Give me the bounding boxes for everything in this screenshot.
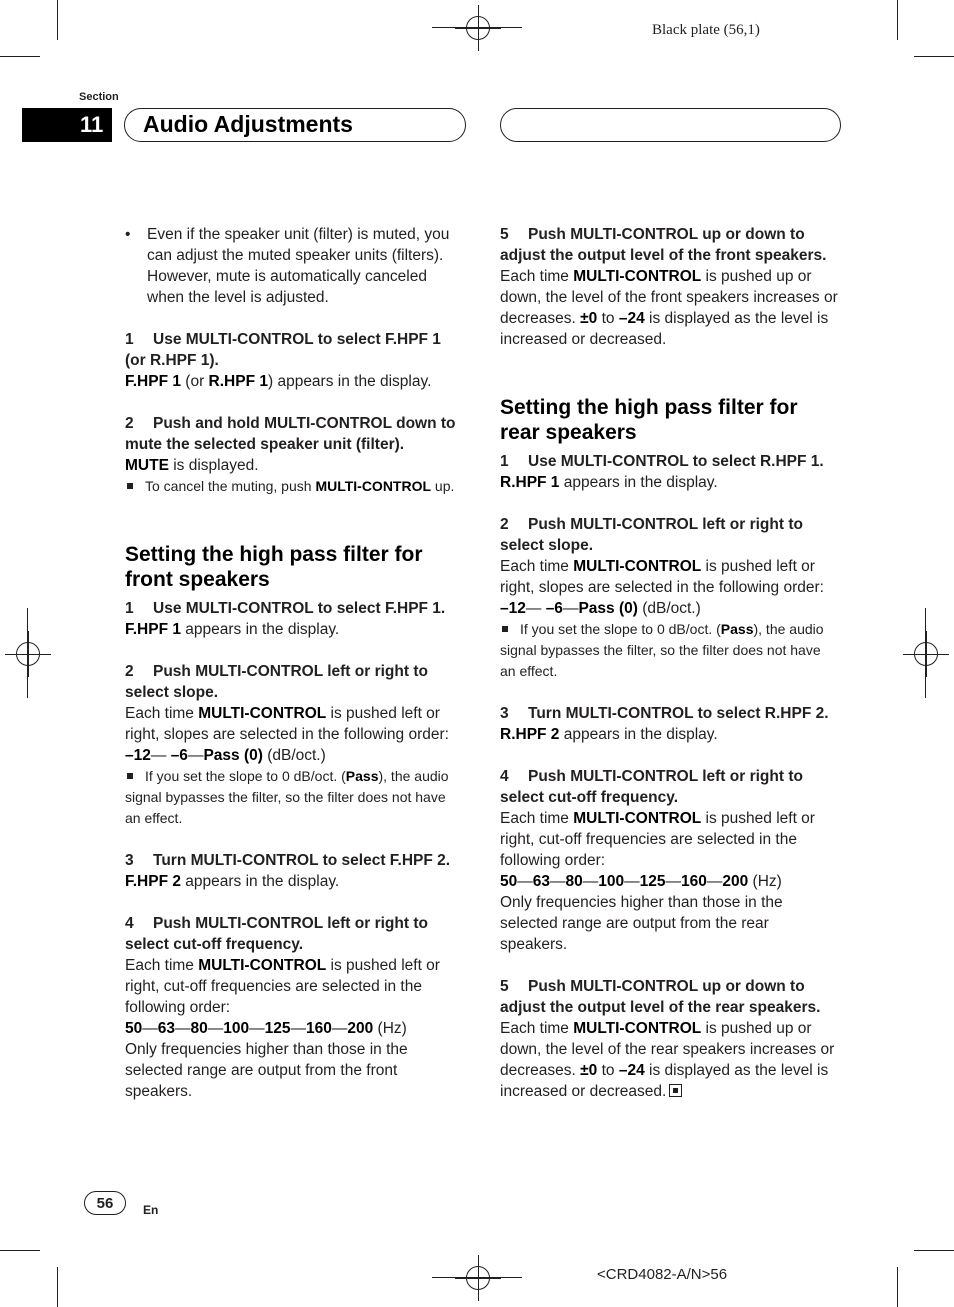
registration-mark-icon bbox=[466, 16, 490, 40]
left-column bbox=[125, 224, 465, 1102]
registration-mark-icon bbox=[16, 642, 40, 666]
section-label: Section bbox=[79, 91, 119, 103]
step-heading: 3 Turn MULTI-CONTROL to select F.HPF 2. bbox=[125, 852, 451, 869]
step-body: Each time MULTI-CONTROL is pushed left or right, cut-off frequencies are selected in the following order: bbox=[125, 957, 440, 1016]
step-body: Each time MULTI-CONTROL is pushed left or right, slopes are selected in the following order: bbox=[125, 705, 449, 743]
note: If you set the slope to 0 dB/oct. (Pass), the audio signal bypasses the filter, so the filter does not have an effect. bbox=[125, 768, 449, 826]
step-heading: 1 Use MULTI-CONTROL to select R.HPF 1. bbox=[500, 453, 824, 470]
step-body: Each time MULTI-CONTROL is pushed up or down, the level of the front speakers increases or decreases. ±0 to –24 is displayed as the level is increased or decreased. bbox=[500, 268, 838, 348]
step-heading: 4 Push MULTI-CONTROL left or right to select cut-off frequency. bbox=[125, 915, 428, 953]
step-body: R.HPF 2 appears in the display. bbox=[500, 726, 718, 743]
crop-mark bbox=[925, 608, 926, 698]
note-square-icon bbox=[127, 773, 133, 779]
step-body: F.HPF 2 appears in the display. bbox=[125, 873, 340, 890]
step-body: Only frequencies higher than those in the selected range are output from the rear speakers. bbox=[500, 894, 783, 953]
step-body: Each time MULTI-CONTROL is pushed left or right, slopes are selected in the following order: bbox=[500, 558, 824, 596]
note-square-icon bbox=[502, 626, 508, 632]
section-heading: Setting the high pass filter for front speakers bbox=[125, 543, 423, 591]
step-body: MUTE is displayed. bbox=[125, 457, 259, 474]
crop-mark bbox=[57, 1267, 58, 1307]
crop-mark bbox=[914, 56, 954, 57]
step-body: F.HPF 1 appears in the display. bbox=[125, 621, 340, 638]
section-number: 11 bbox=[22, 108, 112, 142]
step-heading: 2 Push MULTI-CONTROL left or right to select slope. bbox=[125, 663, 428, 701]
note: If you set the slope to 0 dB/oct. (Pass), the audio signal bypasses the filter, so the filter does not have an effect. bbox=[500, 621, 824, 679]
crop-mark bbox=[0, 56, 40, 57]
step-body: R.HPF 1 appears in the display. bbox=[500, 474, 718, 491]
registration-mark-icon bbox=[466, 1266, 490, 1290]
slope-sequence: –12— –6—Pass (0) (dB/oct.) bbox=[500, 600, 701, 617]
crop-mark bbox=[57, 0, 58, 40]
step-heading: 4 Push MULTI-CONTROL left or right to select cut-off frequency. bbox=[500, 768, 803, 806]
step-heading: 2 Push MULTI-CONTROL left or right to select slope. bbox=[500, 516, 803, 554]
step-body: F.HPF 1 (or R.HPF 1) appears in the display. bbox=[125, 373, 432, 390]
slope-sequence: –12— –6—Pass (0) (dB/oct.) bbox=[125, 747, 326, 764]
step-heading: 1 Use MULTI-CONTROL to select F.HPF 1 (or R.HPF 1). bbox=[125, 331, 441, 369]
page-title: Audio Adjustments bbox=[143, 111, 353, 137]
crop-mark bbox=[432, 1277, 522, 1278]
step-heading: 2 Push and hold MULTI-CONTROL down to mute the selected speaker unit (filter). bbox=[125, 415, 456, 453]
section-heading: Setting the high pass filter for rear speakers bbox=[500, 396, 798, 444]
bullet-item: • Even if the speaker unit (filter) is muted, you can adjust the muted speaker units (filters). However, mute is automatically canceled when the level is adjusted. bbox=[125, 224, 465, 308]
step-heading: 5 Push MULTI-CONTROL up or down to adjust the output level of the front speakers. bbox=[500, 226, 827, 264]
crop-mark bbox=[27, 608, 28, 698]
crop-mark bbox=[432, 27, 522, 28]
page-number: 56 bbox=[84, 1191, 126, 1215]
plate-label: Black plate (56,1) bbox=[652, 22, 760, 38]
step-body: Each time MULTI-CONTROL is pushed up or down, the level of the rear speakers increases or decreases. ±0 to –24 is displayed as the level is increased or decreased. bbox=[500, 1020, 835, 1100]
step-body: Only frequencies higher than those in the selected range are output from the front speakers. bbox=[125, 1041, 408, 1100]
right-header-frame bbox=[500, 108, 841, 142]
step-body: Each time MULTI-CONTROL is pushed left or right, cut-off frequencies are selected in the following order: bbox=[500, 810, 815, 869]
crop-mark bbox=[914, 1250, 954, 1251]
step-heading: 5 Push MULTI-CONTROL up or down to adjust the output level of the rear speakers. bbox=[500, 978, 821, 1016]
note-square-icon bbox=[127, 483, 133, 489]
registration-mark-icon bbox=[914, 642, 938, 666]
language-label: En bbox=[143, 1203, 159, 1217]
crop-mark bbox=[897, 1267, 898, 1307]
frequency-sequence: 50—63—80—100—125—160—200 (Hz) bbox=[500, 873, 782, 890]
crop-mark bbox=[0, 1250, 40, 1251]
end-mark-icon bbox=[669, 1084, 682, 1097]
note: To cancel the muting, push MULTI-CONTROL up. bbox=[125, 476, 465, 497]
step-heading: 3 Turn MULTI-CONTROL to select R.HPF 2. bbox=[500, 705, 829, 722]
document-code: <CRD4082-A/N>56 bbox=[597, 1266, 728, 1283]
step-heading: 1 Use MULTI-CONTROL to select F.HPF 1. bbox=[125, 600, 446, 617]
frequency-sequence: 50—63—80—100—125—160—200 (Hz) bbox=[125, 1020, 407, 1037]
right-column bbox=[500, 224, 840, 1102]
crop-mark bbox=[897, 0, 898, 40]
